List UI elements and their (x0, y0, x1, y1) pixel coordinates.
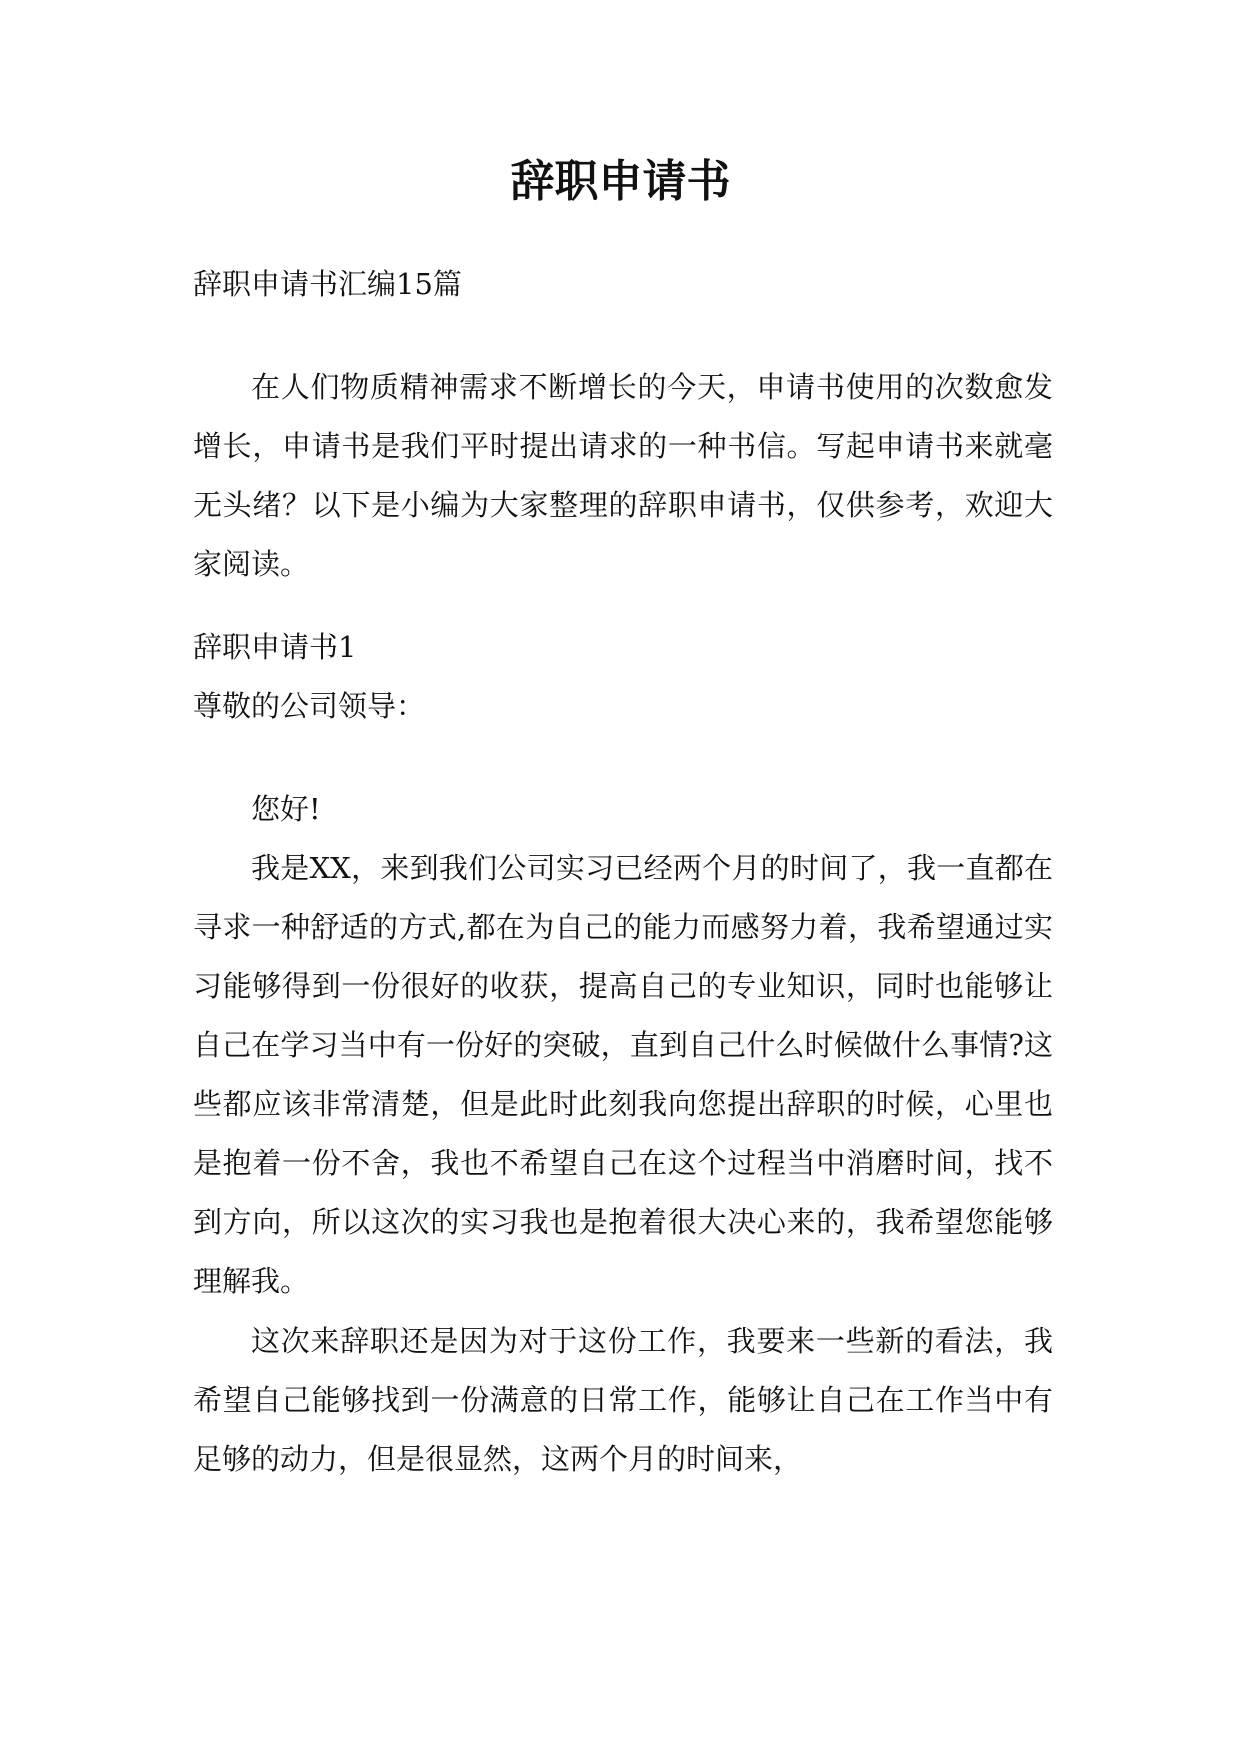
document-title: 辞职申请书 (510, 156, 731, 207)
letter-paragraph-1: 我是XX，来到我们公司实习已经两个月的时间了，我一直都在寻求一种舒适的方式,都在为自己的能力而感努力着，我希望通过实习能够得到一份很好的收获，提高自己的专业知识，同时也能够让自己在学习当中有一份好的突破，直到自己什么时候做什么事情?这些都应该非常清楚，但是此时此刻我向您提出辞职的时候，心里也是抱着一份不舍，我也不希望自己在这个过程当中消磨时间，找不到方向，所以这次的实习我也是抱着很大决心来的，我希望您能够理解我。 (193, 851, 1053, 1298)
collection-heading: 辞职申请书汇编15篇 (193, 267, 462, 301)
letter-salutation: 尊敬的公司领导： (193, 689, 426, 723)
intro-paragraph: 在人们物质精神需求不断增长的今天，申请书使用的次数愈发增长，申请书是我们平时提出请求的一种书信。写起申请书来就毫无头绪？以下是小编为大家整理的辞职申请书，仅供参考，欢迎大家阅读。 (193, 370, 1053, 581)
letter-paragraph-2: 这次来辞职还是因为对于这份工作，我要来一些新的看法，我希望自己能够找到一份满意的日常工作，能够让自己在工作当中有足够的动力，但是很显然，这两个月的时间来， (193, 1324, 1053, 1476)
letter-heading: 辞职申请书1 (193, 630, 357, 664)
letter-greeting: 您好! (251, 792, 321, 826)
